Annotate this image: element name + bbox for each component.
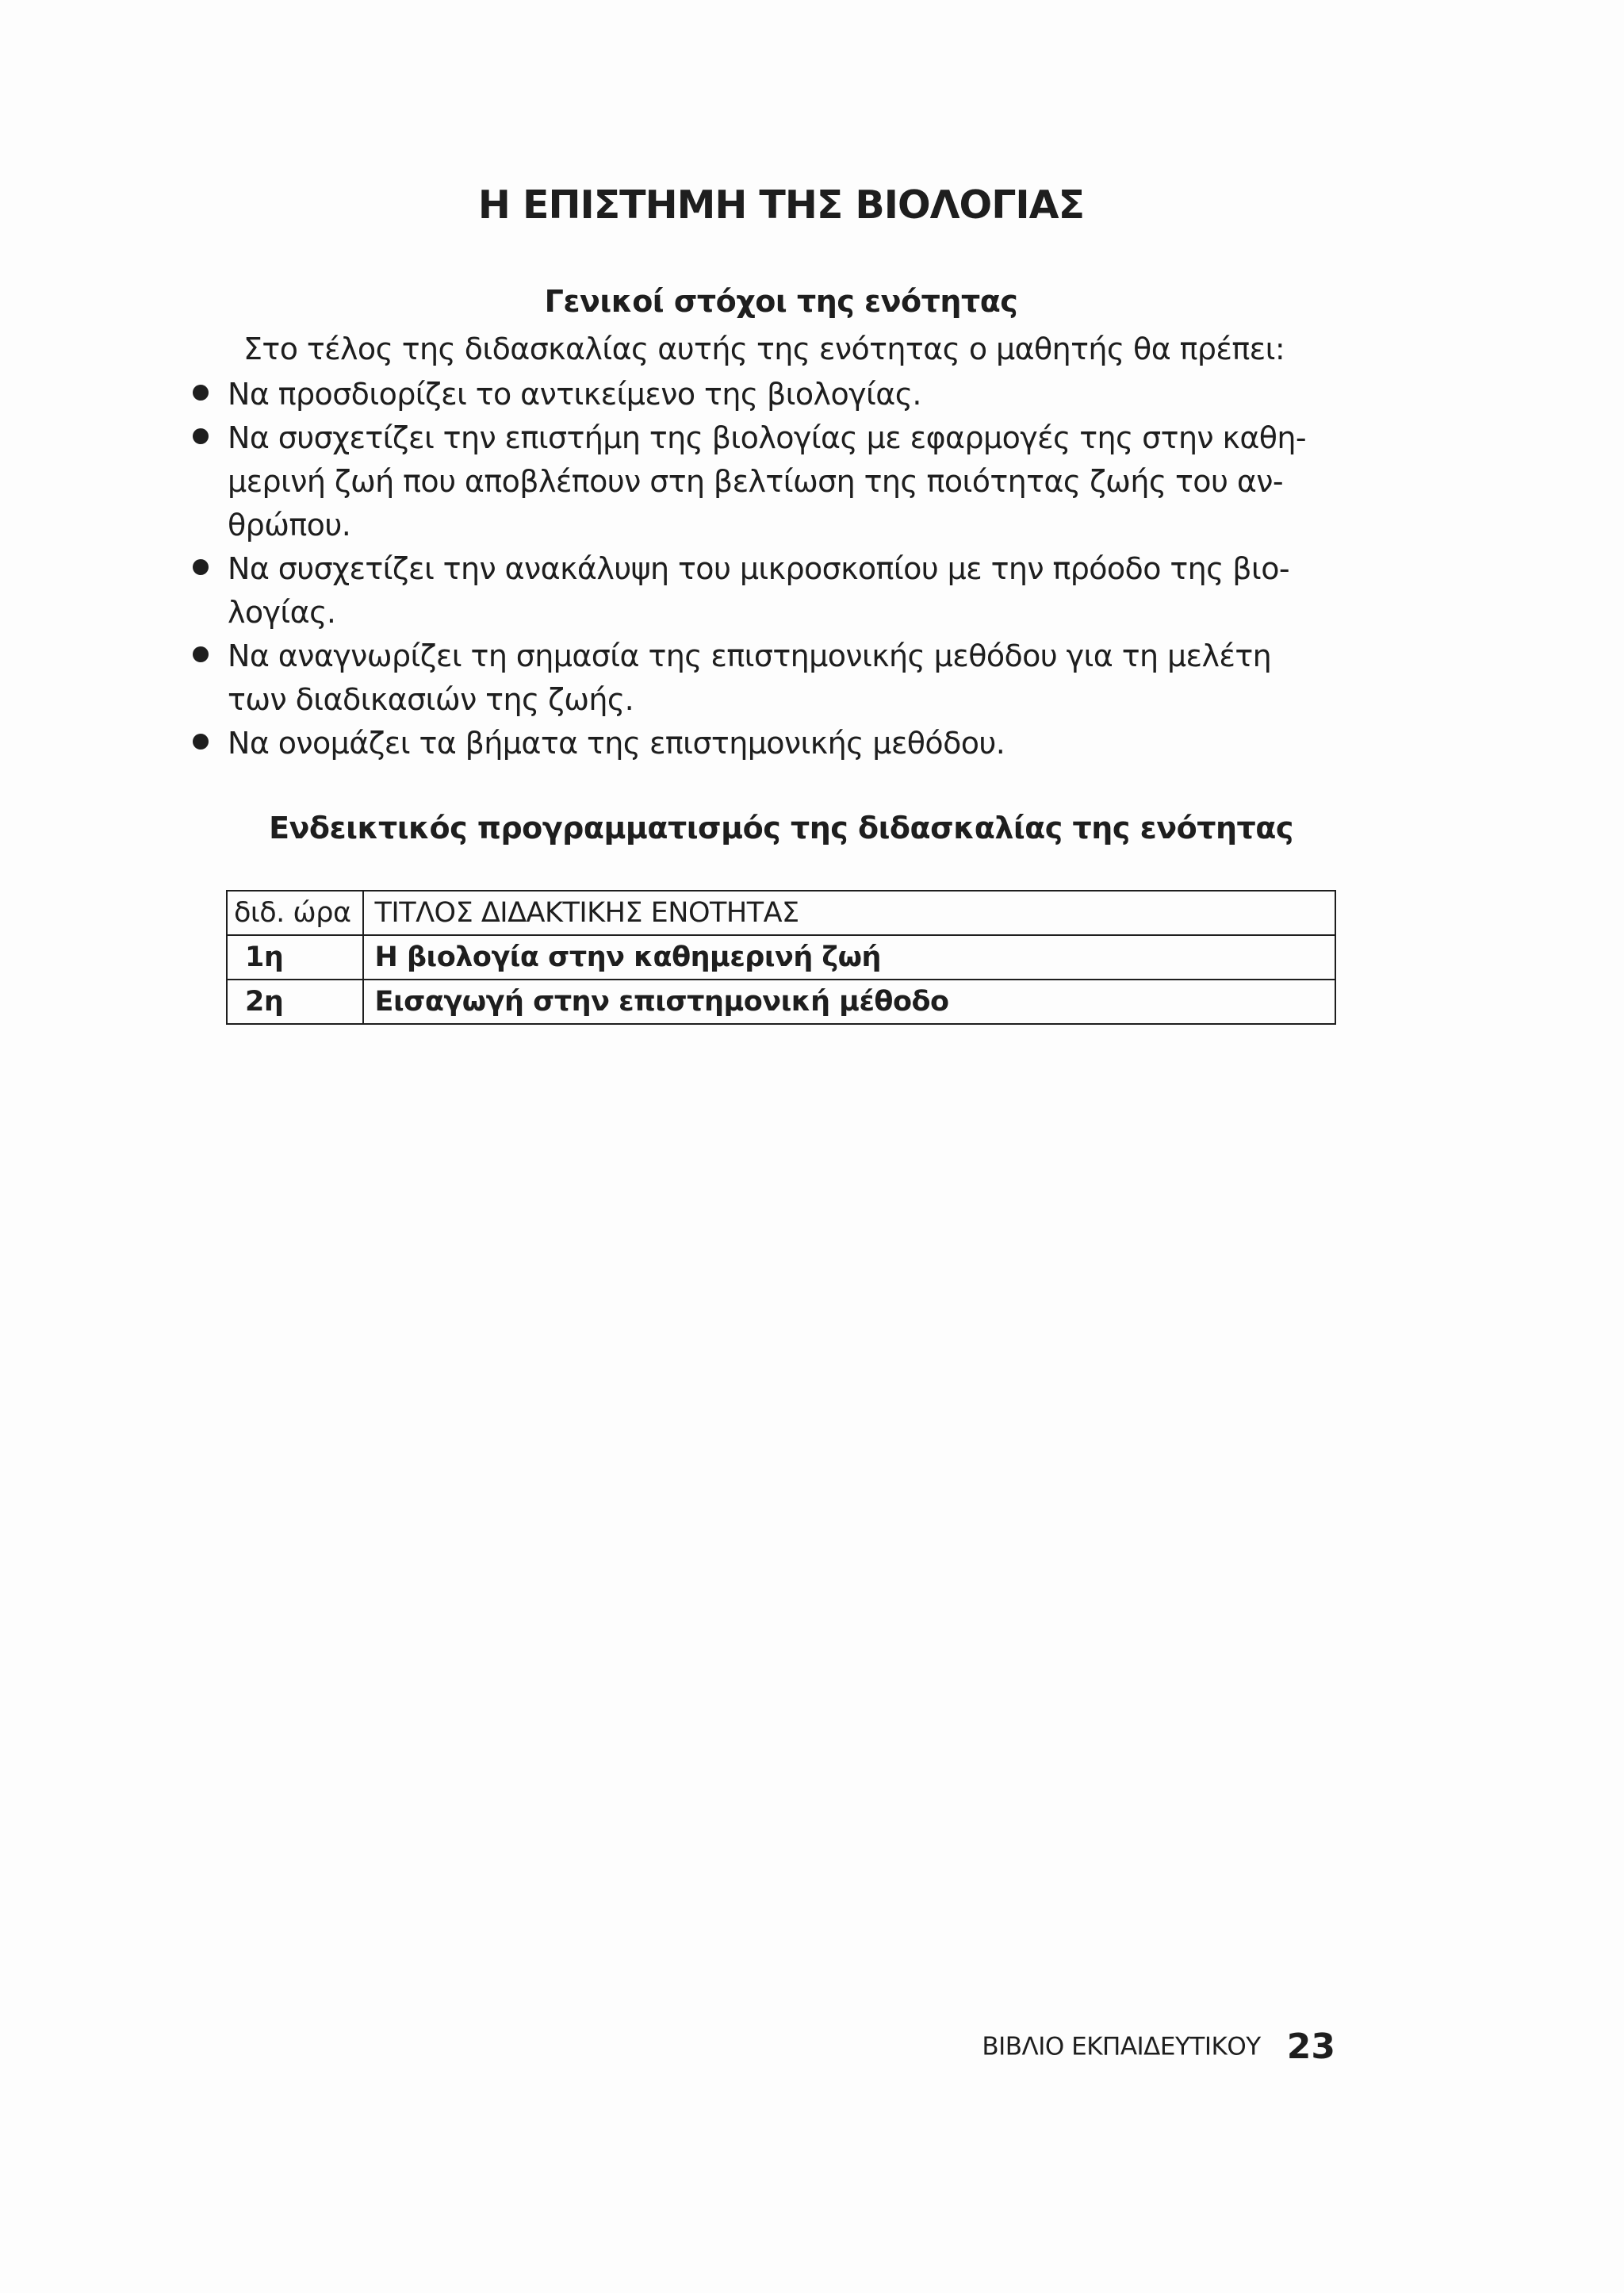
goal-line: Να συσχετίζει την επιστήμη της βιολογίας με εφαρμογές της στην καθη- [228, 420, 1307, 455]
goals-list [193, 373, 1350, 765]
goal-line: Να ονομάζει τα βήματα της επιστημονικής μεθόδου. [228, 726, 1005, 761]
bullet-icon [193, 646, 209, 662]
goal-line: μερινή ζωή που αποβλέπουν στη βελτίωση της ποιότητας ζωής του αν- [228, 464, 1284, 499]
goals-intro: Στο τέλος της διδασκαλίας αυτής της ενότητας ο μαθητής θα πρέπει: [243, 332, 1285, 366]
list-item [193, 547, 1350, 635]
hour-cell: 2η [227, 980, 363, 1024]
page-number: 23 [1286, 2027, 1335, 2067]
page-title: Η ΕΠΙΣΤΗΜΗ ΤΗΣ ΒΙΟΛΟΓΙΑΣ [477, 182, 1085, 228]
goal-line: των διαδικασιών της ζωής. [228, 682, 634, 717]
list-item [193, 635, 1350, 722]
bullet-icon [193, 734, 209, 750]
goals-heading: Γενικοί στόχοι της ενότητας [544, 284, 1018, 319]
page-footer [872, 2027, 1335, 2067]
table-header-row [227, 891, 1335, 935]
list-item [193, 722, 1350, 765]
column-header-title: ΤΙΤΛΟΣ ΔΙΔΑΚΤΙΚΗΣ ΕΝΟΤΗΤΑΣ [363, 891, 1335, 935]
hour-cell: 1η [227, 935, 363, 980]
goal-line: λογίας. [228, 595, 336, 630]
title-cell: Η βιολογία στην καθημερινή ζωή [363, 935, 1335, 980]
table-row [227, 980, 1335, 1024]
list-item [193, 416, 1350, 547]
goal-line: Να αναγνωρίζει τη σημασία της επιστημονικής μεθόδου για τη μελέτη [228, 638, 1272, 673]
column-header-hour: διδ. ώρα [227, 891, 363, 935]
goal-line: Να προσδιορίζει το αντικείμενο της βιολογίας. [228, 377, 921, 412]
plan-heading: Ενδεικτικός προγραμματισμός της διδασκαλίας της ενότητας [269, 811, 1293, 845]
bullet-icon [193, 428, 209, 444]
bullet-icon [193, 385, 209, 401]
table-row [227, 935, 1335, 980]
list-item [193, 373, 1350, 416]
goal-line: Να συσχετίζει την ανακάλυψη του μικροσκοπίου με την πρόοδο της βιο- [228, 551, 1289, 586]
goal-line: θρώπου. [228, 508, 351, 543]
footer-label: ΒΙΒΛΙΟ ΕΚΠΑΙΔΕΥΤΙΚΟΥ [982, 2032, 1261, 2061]
bullet-icon [193, 559, 209, 575]
lessons-table [226, 890, 1336, 1025]
title-cell: Εισαγωγή στην επιστημονική μέθοδο [363, 980, 1335, 1024]
